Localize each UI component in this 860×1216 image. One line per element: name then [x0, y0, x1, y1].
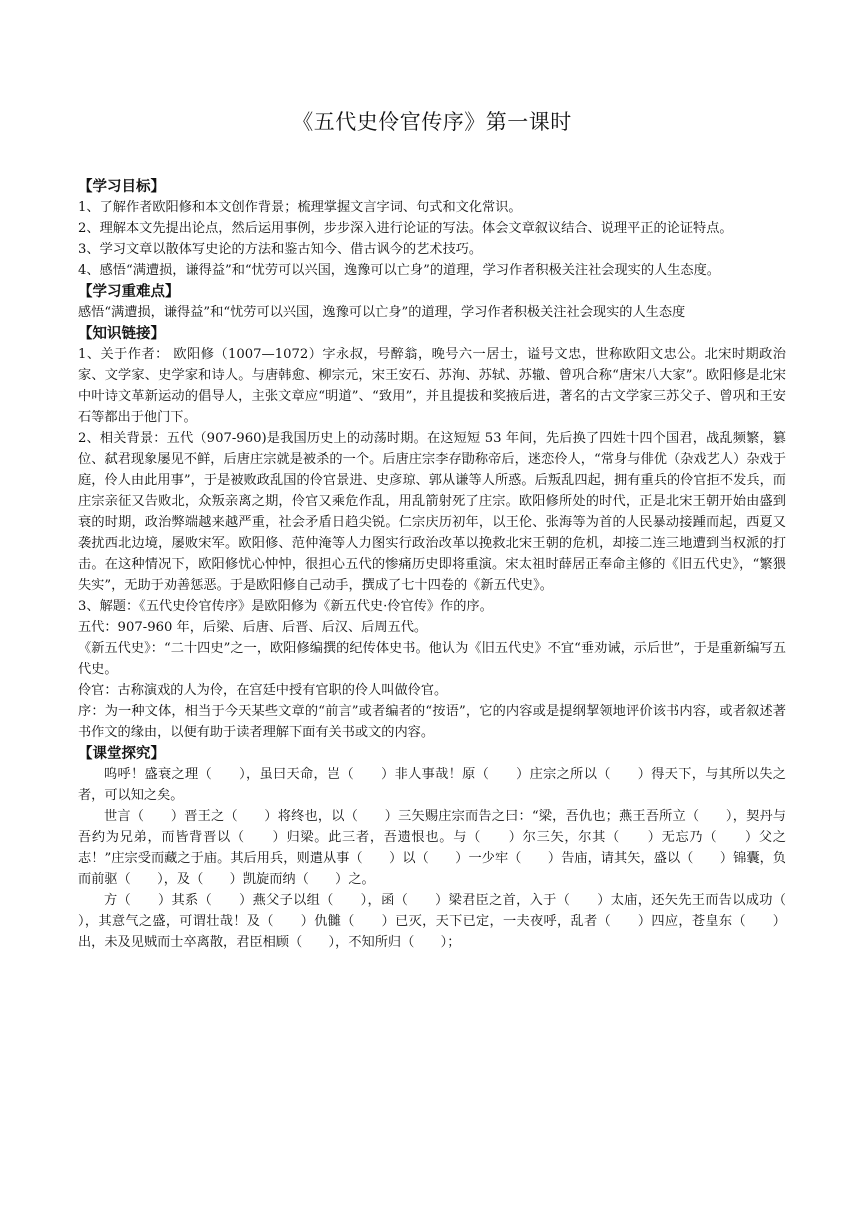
goal-item-2: 2、理解本文先提出论点，然后运用事例，步步深入进行论证的写法。体会文章叙议结合、说理平正的论证特点。: [78, 221, 733, 236]
section-heading-key-points: 【学习重难点】: [78, 283, 180, 300]
explore-paragraph-1: 呜呼！盛衰之理（ ），虽曰天命，岂（ ）非人事哉！原（ ）庄宗之所以（ ）得天下，与其所以失之者，可以知之矣。: [78, 767, 786, 803]
goal-item-3: 3、学习文章以散体写史论的方法和鉴古知今、借古讽今的艺术技巧。: [78, 242, 483, 257]
knowledge-lingguan: 伶官：古称演戏的人为伶，在宫廷中授有官职的伶人叫做伶官。: [78, 683, 448, 698]
document-page: [78, 108, 813, 953]
goal-item-1: 1、了解作者欧阳修和本文创作背景；梳理掌握文言字词、句式和文化常识。: [78, 200, 522, 215]
knowledge-author: 1、关于作者： 欧阳修（1007—1072）字永叔，号醉翁，晚号六一居士，谥号文忠，世称欧阳文忠公。北宋时期政治家、文学家、史学家和诗人。与唐韩愈、柳宗元，宋王安石、苏洵、苏轼、苏辙、曾巩合称“唐宋八大家”。欧阳修是北宋中叶诗文革新运动的倡导人，主张文章应“明道”、“致用”，并且提拔和奖掖后进，著名的古文学家三苏父子、曾巩和王安石等都出于他门下。: [78, 347, 786, 425]
section-heading-explore: 【课堂探究】: [78, 745, 165, 762]
explore-paragraph-2: 世言（ ）晋王之（ ）将终也，以（ ）三矢赐庄宗而告之曰：“梁，吾仇也；燕王吾所立（ ），契丹与吾约为兄弟，而皆背晋以（ ）归梁。此三者，吾遗恨也。与（ ）尔三矢，尔其（ ）无忘乃（ ）父之志！”庄宗受而藏之于庙。其后用兵，则遣从事（ ）以（ ）一少牢（ ）告庙，请其矢，盛以（ ）锦囊，负而前驱（ ），及（ ）凯旋而纳（ ）之。: [78, 809, 786, 887]
knowledge-title-explanation: 3、解题：《五代史伶官传序》是欧阳修为《新五代史·伶官传》作的序。: [78, 599, 493, 614]
goal-item-4: 4、感悟“满遭损，谦得益”和“忧劳可以兴国，逸豫可以亡身”的道理，学习作者积极关注社会现实的人生态度。: [78, 263, 720, 278]
knowledge-preface: 序：为一种文体，相当于今天某些文章的“前言”或者编者的“按语”，它的内容或是提纲挈领地评价该书内容，或者叙述著书作文的缘由，以便有助于读者理解下面有关书或文的内容。: [78, 704, 786, 740]
page-title: 《五代史伶官传序》第一课时: [292, 110, 572, 134]
section-heading-goals: 【学习目标】: [78, 178, 165, 195]
explore-paragraph-3: 方（ ）其系（ ）燕父子以组（ ），函（ ）梁君臣之首，入于（ ）太庙，还矢先王而告以成功（ ），其意气之盛，可谓壮哉！及（ ）仇雠（ ）已灭，天下已定，一夫夜呼，乱者（ ）四应，苍皇东（ ）出，未及见贼而士卒离散，君臣相顾（ ），不知所归（ ）；: [78, 893, 813, 950]
knowledge-five-dynasties: 五代：907-960 年，后梁、后唐、后晋、后汉、后周五代。: [78, 620, 428, 635]
knowledge-new-history: 《新五代史》：“二十四史”之一，欧阳修编撰的纪传体史书。他认为《旧五代史》不宜“垂劝诫，示后世”，于是重新编写五代史。: [78, 641, 786, 677]
section-heading-knowledge: 【知识链接】: [78, 325, 165, 342]
knowledge-background: 2、相关背景：五代（907-960)是我国历史上的动荡时期。在这短短 53 年间，先后换了四姓十四个国君，战乱频繁，篡位、弑君现象屡见不鲜，后唐庄宗就是被杀的一个。后唐庄宗李存勖称帝后，迷恋伶人，“常身与俳优（杂戏艺人）杂戏于庭，伶人由此用事”，于是被败政乱国的伶官景进、史彦琼、郭从谦等人所惑。后叛乱四起，拥有重兵的伶官拒不发兵，而庄宗亲征又告败北，众叛亲离之期，伶官又乘危作乱，用乱箭射死了庄宗。欧阳修所处的时代，正是北宋王朝开始由盛到衰的时期，政治弊端越来越严重，社会矛盾日趋尖锐。仁宗庆历初年，以王伦、张海等为首的人民暴动接踵而起，西夏又袭扰西北边境，屡败宋军。欧阳修、范仲淹等人力图实行政治改革以挽救北宋王朝的危机，却接二连三地遭到当权派的打击。在这种情况下，欧阳修忧心忡忡，很担心五代的惨痛历史即将重演。宋太祖时薛居正奉命主修的《旧五代史》，“繁猥失实”，无助于劝善惩恶。于是欧阳修自己动手，撰成了七十四卷的《新五代史》。: [78, 431, 786, 593]
key-points-text: 感悟“满遭损，谦得益”和“忧劳可以兴国，逸豫可以亡身”的道理，学习作者积极关注社会现实的人生态度: [78, 305, 686, 320]
